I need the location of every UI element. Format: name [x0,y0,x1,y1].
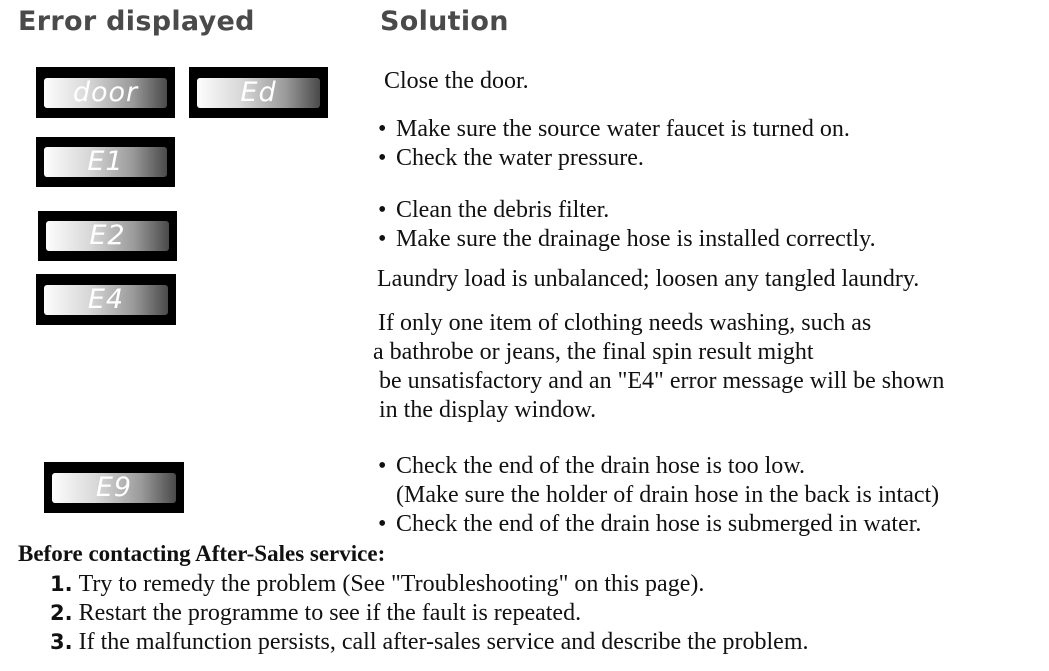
e4-code: E4 [44,285,168,315]
ed-display [189,67,328,118]
list-item [50,628,809,657]
e2-solution-line: • Clean the debris filter. [378,196,876,225]
solution-heading: Solution [380,6,509,37]
step-number: 2. [50,601,73,625]
e2-code: E2 [46,221,169,251]
e1-solution-line: • Make sure the source water faucet is turned on. [378,115,850,144]
e4-solution [377,265,919,294]
list-item [50,570,809,599]
e9-solution-line: • Check the end of the drain hose is too low. [378,452,939,481]
e1-code: E1 [44,147,167,177]
e9-code: E9 [52,473,176,503]
e9-solution-line: • Check the end of the drain hose is submerged in water. [378,510,939,539]
step-number: 3. [50,630,73,654]
e1-display [36,137,175,187]
door-display [36,67,175,118]
e1-solution-line: • Check the water pressure. [378,144,850,173]
step-number: 1. [50,572,73,596]
e2-solution-line: • Make sure the drainage hose is installed correctly. [378,225,876,254]
e9-solution [378,452,939,539]
step-text: If the malfunction persists, call after-sales service and describe the problem. [78,629,809,655]
e4-note-line: in the display window. [379,397,597,423]
e4-note-line: be unsatisfactory and an "E4" error message will be shown [379,368,945,394]
step-text: Try to remedy the problem (See "Troubleshooting" on this page). [78,571,705,597]
error-displayed-heading: Error displayed [18,6,255,37]
e2-display [38,211,177,261]
door-solution [384,67,529,96]
e1-solution [378,115,850,173]
after-sales-heading: Before contacting After-Sales service: [18,541,386,566]
e4-display [36,274,176,325]
ed-code: Ed [197,78,320,108]
e4-note-line: If only one item of clothing needs washing, such as [378,310,872,336]
door-solution-text: Close the door. [384,68,529,94]
e9-display [44,462,184,513]
door-code: door [44,78,167,108]
list-item [50,599,809,628]
after-sales-steps [50,570,809,657]
e2-solution [378,196,876,254]
e4-solution-text: Laundry load is unbalanced; loosen any tangled laundry. [377,266,920,292]
e4-note [373,309,944,425]
e9-solution-line: (Make sure the holder of drain hose in the back is intact) [396,482,940,508]
e4-note-line: a bathrobe or jeans, the final spin result might [373,339,814,365]
step-text: Restart the programme to see if the fault is repeated. [78,600,582,626]
